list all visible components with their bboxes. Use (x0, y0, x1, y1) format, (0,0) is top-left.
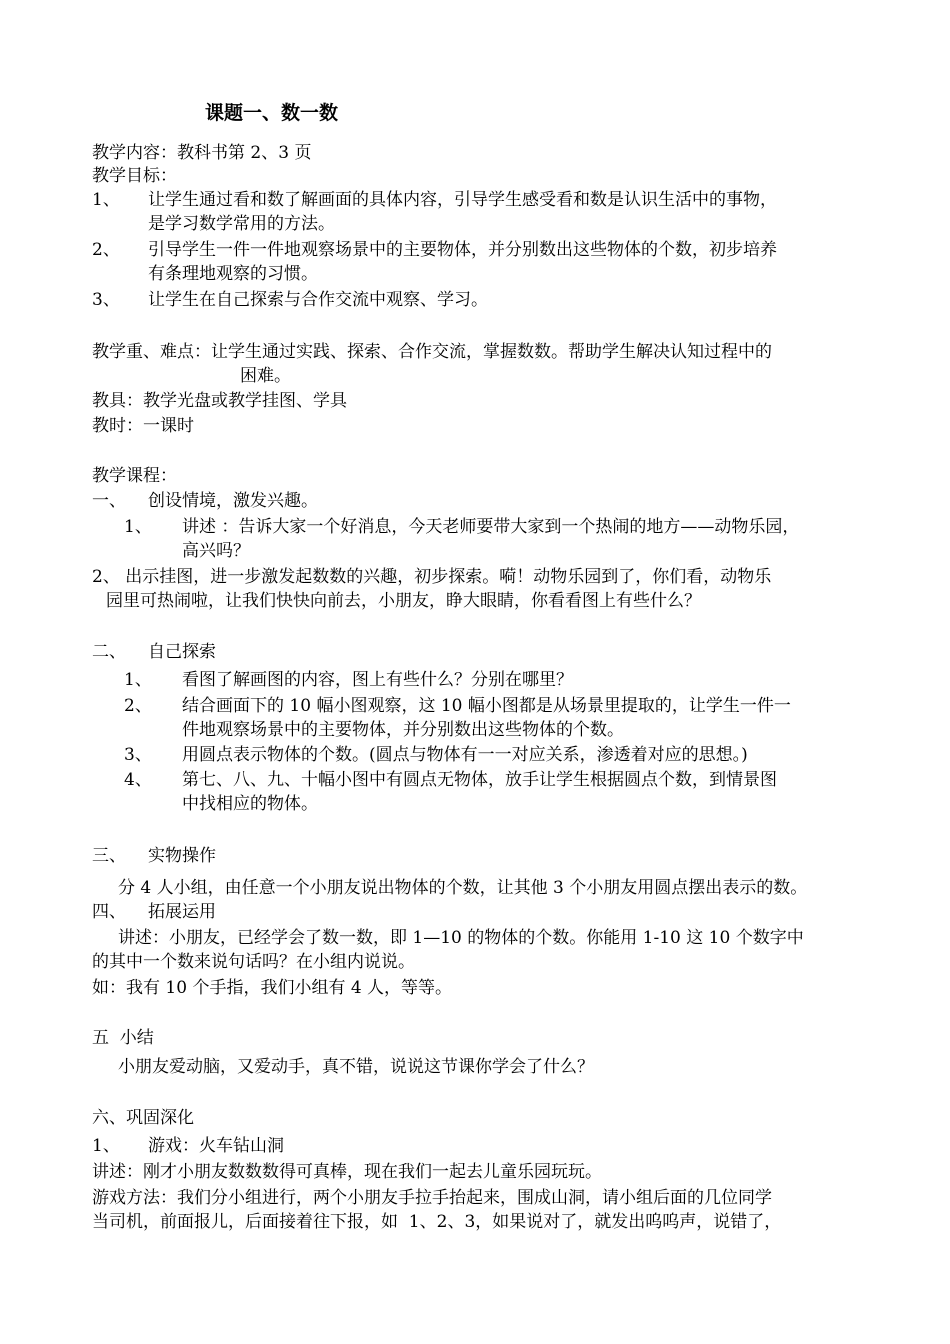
section-body: 讲述：小朋友，已经学会了数一数，即 1—10 的物体的个数。你能用 1-10 这 10 个数字中 (118, 928, 804, 948)
item-text: 高兴吗？ (182, 541, 250, 561)
objective-text: 有条理地观察的习惯。 (148, 264, 318, 284)
section-body: 的其中一个数来说句话吗？在小组内说说。 (92, 952, 415, 972)
key-points: 教学重、难点：让学生通过实践、探索、合作交流，掌握数数。帮助学生解决认知过程中的 (92, 342, 772, 362)
teaching-content: 教学内容：教科书第 2、3 页 (92, 143, 312, 163)
item-number: 1、 (92, 1136, 120, 1156)
item-text: 第七、八、九、十幅小图中有圆点无物体，放手让学生根据圆点个数，到情景图 (182, 770, 777, 790)
section-number: 二、 (92, 642, 126, 662)
item-number: 3、 (124, 745, 152, 765)
key-points-continued: 困难。 (240, 366, 291, 386)
item-number: 1、 (124, 517, 152, 537)
objective-text: 引导学生一件一件地观察场景中的主要物体，并分别数出这些物体的个数，初步培养 (148, 240, 777, 260)
game-method: 当司机，前面报儿，后面接着往下报，如 1、2、3，如果说对了，就发出呜呜声，说错了， (92, 1212, 782, 1232)
section-title: 六、巩固深化 (92, 1108, 194, 1128)
item-number: 2、 (124, 696, 152, 716)
section-title: 自己探索 (148, 642, 216, 662)
section-number: 三、 (92, 846, 126, 866)
section-body: 小朋友爱动脑，又爱动手，真不错，说说这节课你学会了什么？ (118, 1057, 594, 1077)
item-title: 游戏：火车钻山洞 (148, 1136, 284, 1156)
item-text: 用圆点表示物体的个数。(圆点与物体有一一对应关系，渗透着对应的思想。) (182, 745, 748, 765)
section-number: 四、 (92, 902, 126, 922)
section-title: 五 小结 (92, 1028, 154, 1048)
item-text: 2、 出示挂图，进一步激发起数数的兴趣，初步探索。嗬！动物乐园到了，你们看，动物乐 (92, 567, 772, 587)
item-text: 园里可热闹啦，让我们快快向前去，小朋友，睁大眼睛，你看看图上有些什么？ (106, 591, 701, 611)
item-text: 中找相应的物体。 (182, 794, 318, 814)
section-number: 一、 (92, 491, 126, 511)
objective-number: 3、 (92, 290, 120, 310)
teaching-tools: 教具：教学光盘或教学挂图、学具 (92, 391, 347, 411)
item-text: 讲述 ：告诉大家一个好消息，今天老师要带大家到一个热闹的地方——动物乐园， (182, 517, 800, 537)
objectives-heading: 教学目标： (92, 166, 177, 186)
objective-number: 1、 (92, 190, 120, 210)
item-number: 1、 (124, 670, 152, 690)
game-narration: 讲述：刚才小朋友数数数得可真棒，现在我们一起去儿童乐园玩玩。 (92, 1162, 602, 1182)
section-body: 分 4 人小组，由任意一个小朋友说出物体的个数，让其他 3 个小朋友用圆点摆出表示的数。 (118, 878, 808, 898)
section-title: 实物操作 (148, 846, 216, 866)
objective-text: 让学生在自己探索与合作交流中观察、学习。 (148, 290, 488, 310)
process-heading: 教学课程： (92, 466, 177, 486)
item-text: 看图了解画图的内容，图上有些什么？分别在哪里？ (182, 670, 573, 690)
item-text: 件地观察场景中的主要物体，并分别数出这些物体的个数。 (182, 720, 624, 740)
section-title: 拓展运用 (148, 902, 216, 922)
item-number: 4、 (124, 770, 152, 790)
objective-number: 2、 (92, 240, 120, 260)
objective-text: 让学生通过看和数了解画面的具体内容，引导学生感受看和数是认识生活中的事物， (148, 190, 777, 210)
lesson-title: 课题一、数一数 (205, 102, 339, 124)
item-text: 结合画面下的 10 幅小图观察，这 10 幅小图都是从场景里提取的，让学生一件一 (182, 696, 791, 716)
section-title: 创设情境，激发兴趣。 (148, 491, 318, 511)
section-example: 如：我有 10 个手指，我们小组有 4 人，等等。 (92, 978, 453, 998)
objective-text: 是学习数学常用的方法。 (148, 214, 335, 234)
teaching-time: 教时：一课时 (92, 416, 194, 436)
game-method: 游戏方法：我们分小组进行，两个小朋友手拉手抬起来，围成山洞，请小组后面的几位同学 (92, 1188, 772, 1208)
